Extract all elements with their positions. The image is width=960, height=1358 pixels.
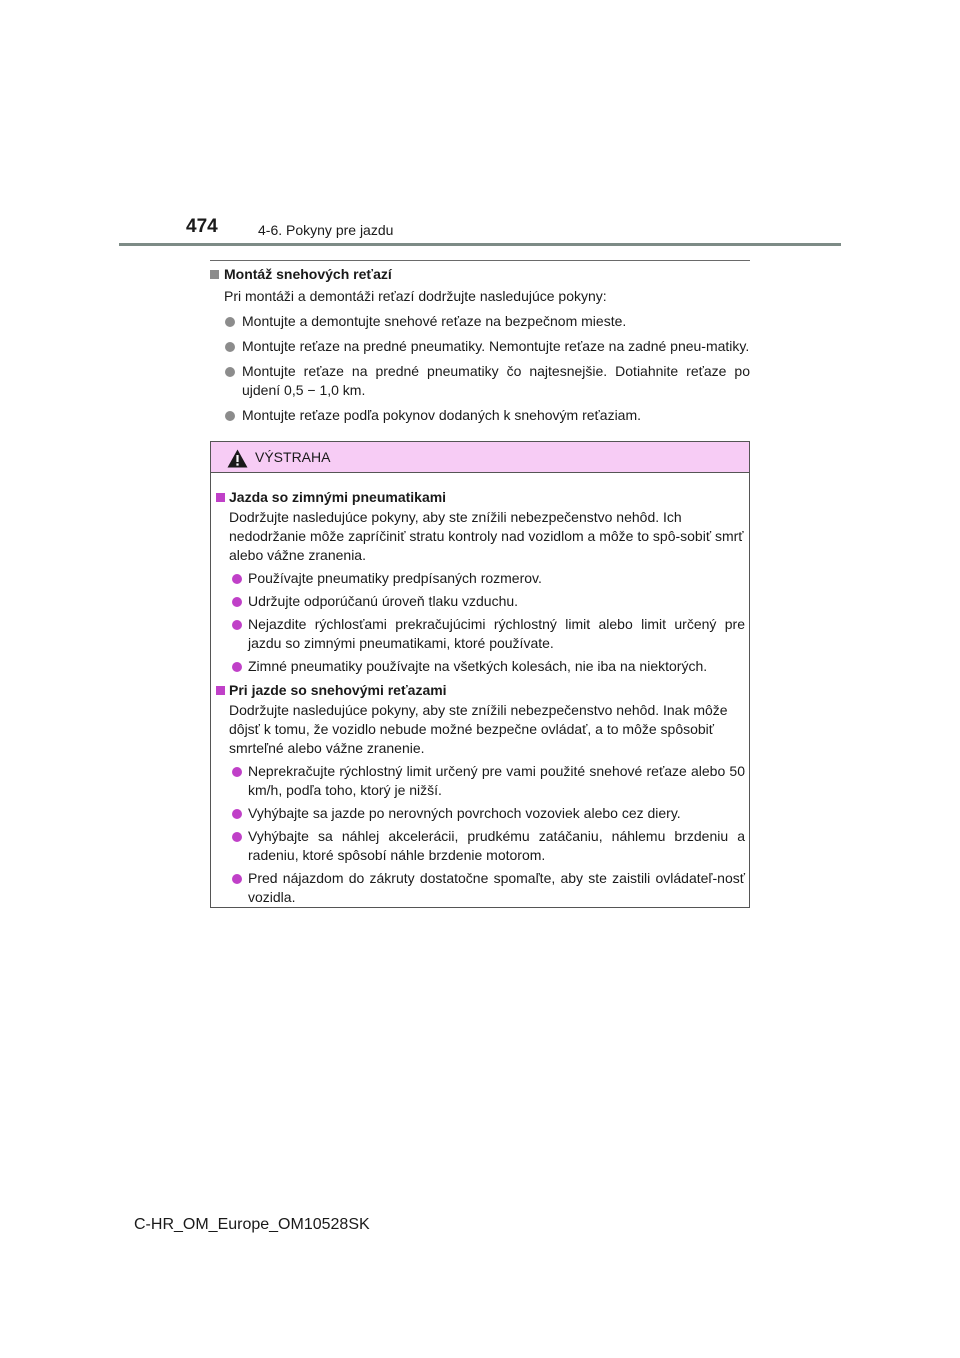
bullet-dot-icon — [225, 342, 235, 352]
warning-bullet-list — [216, 762, 745, 907]
bullet-dot-icon — [232, 662, 242, 672]
bullet-dot-icon — [232, 597, 242, 607]
list-item-text: Nejazdite rýchlosťami prekračujúcimi rýchlostný limit alebo limit určený pre jazdu so zimnými pneumatikami, ktoré používate. — [248, 616, 745, 651]
warning-group-heading — [216, 487, 745, 507]
warning-body — [211, 473, 749, 907]
list-item — [210, 406, 750, 425]
warning-group-winter-tires — [216, 487, 745, 676]
header-rule — [119, 243, 841, 246]
list-item — [216, 869, 745, 907]
section-bullet-list — [210, 312, 750, 425]
list-item — [216, 657, 745, 676]
warning-title: VÝSTRAHA — [255, 449, 331, 465]
warning-triangle-icon — [227, 449, 248, 468]
list-item — [210, 312, 750, 331]
list-item — [216, 569, 745, 588]
list-item — [210, 362, 750, 400]
warning-bullet-list — [216, 569, 745, 676]
warning-group-snow-chains — [216, 680, 745, 907]
warning-header — [211, 442, 749, 473]
list-item-text: Vyhýbajte sa náhlej akcelerácii, prudkému zatáčaniu, náhlemu brzdeniu a radeniu, ktoré spôsobí náhle brzdenie motorom. — [248, 828, 745, 863]
list-item-text: Pred nájazdom do zákruty dostatočne spomaľte, aby ste zaistili ovládateľ-nosť vozidla. — [248, 870, 745, 905]
bullet-dot-icon — [225, 411, 235, 421]
list-item-text: Vyhýbajte sa jazde po nerovných povrchoch vozoviek alebo cez diery. — [248, 805, 681, 821]
bullet-dot-icon — [232, 832, 242, 842]
list-item-text: Montujte reťaze podľa pokynov dodaných k snehovým reťaziam. — [242, 407, 642, 423]
list-item-text: Montujte reťaze na predné pneumatiky čo najtesnejšie. Dotiahnite reťaze po ujdení 0,5 − 1,0 km. — [242, 363, 750, 398]
list-item-text: Udržujte odporúčanú úroveň tlaku vzduchu. — [248, 593, 519, 609]
list-item-text: Montujte reťaze na predné pneumatiky. Nemontujte reťaze na zadné pneu-matiky. — [242, 338, 750, 354]
list-item-text: Používajte pneumatiky predpísaných rozmerov. — [248, 570, 542, 586]
list-item — [216, 762, 745, 800]
list-item-text: Montujte a demontujte snehové reťaze na bezpečnom mieste. — [242, 313, 627, 329]
section-heading-text: Montáž snehových reťazí — [224, 266, 392, 282]
page-number: 474 — [186, 216, 218, 237]
square-bullet-icon — [216, 686, 225, 695]
list-item — [216, 827, 745, 865]
list-item — [210, 337, 750, 356]
list-item-text: Zimné pneumatiky používajte na všetkých kolesách, nie iba na niektorých. — [248, 658, 708, 674]
bullet-dot-icon — [232, 574, 242, 584]
list-item — [216, 804, 745, 823]
list-item-text: Neprekračujte rýchlostný limit určený pre vami použité snehové reťaze alebo 50 km/h, podľa toho, ktorý je nižší. — [248, 763, 745, 798]
footer-doc-code: C-HR_OM_Europe_OM10528SK — [134, 1216, 370, 1233]
warning-group-heading-text: Jazda so zimnými pneumatikami — [229, 489, 447, 505]
warning-group-heading — [216, 680, 745, 700]
list-item — [216, 592, 745, 611]
warning-group-intro: Dodržujte nasledujúce pokyny, aby ste znížili nebezpečenstvo nehôd. Inak môže dôjsť k tomu, že vozidlo nebude možné bezpečne ovládať, a to môže spôsobiť smrteľné alebo vážne zranenie. — [229, 702, 728, 756]
warning-box — [210, 441, 750, 908]
section-intro: Pri montáži a demontáži reťazí dodržujte nasledujúce pokyny: — [224, 288, 607, 304]
section-rule — [210, 260, 750, 261]
warning-group-heading-text: Pri jazde so snehovými reťazami — [229, 682, 447, 698]
section-snow-chains — [210, 264, 750, 425]
bullet-dot-icon — [232, 809, 242, 819]
bullet-dot-icon — [225, 317, 235, 327]
warning-group-intro: Dodržujte nasledujúce pokyny, aby ste znížili nebezpečenstvo nehôd. Ich nedodržanie môže zapríčiniť stratu kontroly nad vozidlom a môže to spô-sobiť smrť alebo vážne zranenia. — [229, 509, 744, 563]
bullet-dot-icon — [232, 874, 242, 884]
bullet-dot-icon — [232, 767, 242, 777]
list-item — [216, 615, 745, 653]
header-section-title: 4-6. Pokyny pre jazdu — [258, 222, 394, 238]
square-bullet-icon — [210, 270, 219, 279]
square-bullet-icon — [216, 493, 225, 502]
section-heading — [210, 264, 750, 284]
bullet-dot-icon — [225, 367, 235, 377]
bullet-dot-icon — [232, 620, 242, 630]
